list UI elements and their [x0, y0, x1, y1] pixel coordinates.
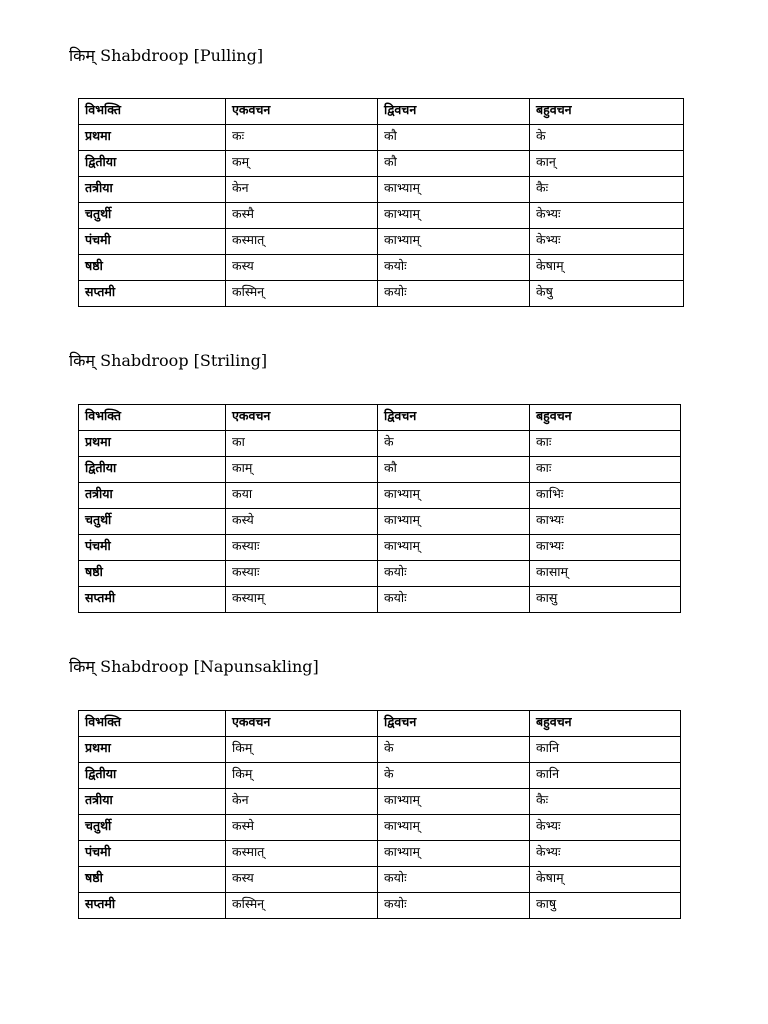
table-row [79, 151, 684, 177]
form-cell: का [226, 431, 378, 457]
form-cell: कम् [226, 151, 378, 177]
table-row [79, 255, 684, 281]
heading-word: किम् [69, 657, 96, 676]
form-cell: कस्मै [226, 203, 378, 229]
form-cell: कयोः [378, 255, 530, 281]
table-row [79, 867, 681, 893]
form-cell: केभ्यः [530, 203, 684, 229]
case-name-cell: चतुर्थी [79, 509, 226, 535]
declension-table-striling [78, 404, 681, 613]
form-cell: केषु [530, 281, 684, 307]
form-cell: केभ्यः [530, 841, 681, 867]
form-cell: कस्मिन् [226, 893, 378, 919]
case-name-cell: सप्तमी [79, 893, 226, 919]
case-name-cell: प्रथमा [79, 737, 226, 763]
column-header: बहुवचन [530, 99, 684, 125]
form-cell: कयोः [378, 867, 530, 893]
form-cell: काभ्यः [530, 509, 681, 535]
form-cell: केभ्यः [530, 229, 684, 255]
table-row [79, 509, 681, 535]
form-cell: काभ्याम् [378, 841, 530, 867]
case-name-cell: तत्रीया [79, 789, 226, 815]
table-row [79, 125, 684, 151]
form-cell: केभ्यः [530, 815, 681, 841]
case-name-cell: द्वितीया [79, 151, 226, 177]
form-cell: कैः [530, 789, 681, 815]
form-cell: काभ्याम् [378, 229, 530, 255]
table-row [79, 177, 684, 203]
form-cell: काः [530, 457, 681, 483]
form-cell: काभ्याम् [378, 535, 530, 561]
case-name-cell: पंचमी [79, 535, 226, 561]
form-cell: कस्मे [226, 815, 378, 841]
form-cell: कानि [530, 763, 681, 789]
form-cell: कयोः [378, 893, 530, 919]
form-cell: काभिः [530, 483, 681, 509]
column-header: एकवचन [226, 711, 378, 737]
form-cell: कासाम् [530, 561, 681, 587]
table-row [79, 587, 681, 613]
form-cell: काभ्याम् [378, 483, 530, 509]
case-name-cell: षष्ठी [79, 255, 226, 281]
section-heading-napunsakling [69, 656, 319, 678]
form-cell: काभ्यः [530, 535, 681, 561]
column-header: विभक्ति [79, 99, 226, 125]
heading-word: किम् [69, 46, 96, 65]
form-cell: कस्याः [226, 535, 378, 561]
table-row [79, 815, 681, 841]
case-name-cell: द्वितीया [79, 763, 226, 789]
form-cell: कः [226, 125, 378, 151]
form-cell: काभ्याम् [378, 509, 530, 535]
form-cell: कानि [530, 737, 681, 763]
form-cell: कैः [530, 177, 684, 203]
header-row [79, 711, 681, 737]
table-row [79, 229, 684, 255]
form-cell: काम् [226, 457, 378, 483]
form-cell: के [530, 125, 684, 151]
heading-title: Shabdroop [Napunsakling] [100, 657, 319, 676]
declension-table-napunsakling [78, 710, 681, 919]
form-cell: कस्मिन् [226, 281, 378, 307]
case-name-cell: प्रथमा [79, 125, 226, 151]
table-row [79, 457, 681, 483]
column-header: एकवचन [226, 99, 378, 125]
table-row [79, 535, 681, 561]
column-header: विभक्ति [79, 711, 226, 737]
case-name-cell: तत्रीया [79, 177, 226, 203]
form-cell: काः [530, 431, 681, 457]
form-cell: कौ [378, 457, 530, 483]
case-name-cell: सप्तमी [79, 587, 226, 613]
table-row [79, 737, 681, 763]
heading-title: Shabdroop [Pulling] [100, 46, 264, 65]
column-header: बहुवचन [530, 711, 681, 737]
form-cell: किम् [226, 737, 378, 763]
section-heading-pulling [69, 45, 263, 67]
column-header: द्विवचन [378, 405, 530, 431]
form-cell: कासु [530, 587, 681, 613]
declension-table-pulling [78, 98, 684, 307]
column-header: एकवचन [226, 405, 378, 431]
form-cell: किम् [226, 763, 378, 789]
case-name-cell: सप्तमी [79, 281, 226, 307]
table-row [79, 203, 684, 229]
column-header: द्विवचन [378, 711, 530, 737]
form-cell: केन [226, 177, 378, 203]
form-cell: काभ्याम् [378, 203, 530, 229]
form-cell: कौ [378, 125, 530, 151]
form-cell: कस्याम् [226, 587, 378, 613]
table-row [79, 281, 684, 307]
form-cell: कयोः [378, 281, 530, 307]
column-header: द्विवचन [378, 99, 530, 125]
form-cell: के [378, 431, 530, 457]
form-cell: के [378, 737, 530, 763]
form-cell: कान् [530, 151, 684, 177]
form-cell: कयोः [378, 587, 530, 613]
table-row [79, 483, 681, 509]
form-cell: कस्ये [226, 509, 378, 535]
form-cell: काभ्याम् [378, 789, 530, 815]
case-name-cell: पंचमी [79, 229, 226, 255]
case-name-cell: तत्रीया [79, 483, 226, 509]
heading-title: Shabdroop [Striling] [100, 351, 268, 370]
case-name-cell: षष्ठी [79, 867, 226, 893]
case-name-cell: द्वितीया [79, 457, 226, 483]
form-cell: काषु [530, 893, 681, 919]
case-name-cell: प्रथमा [79, 431, 226, 457]
form-cell: कस्य [226, 255, 378, 281]
case-name-cell: चतुर्थी [79, 815, 226, 841]
form-cell: कस्याः [226, 561, 378, 587]
table-row [79, 431, 681, 457]
table-row [79, 561, 681, 587]
form-cell: काभ्याम् [378, 177, 530, 203]
form-cell: कया [226, 483, 378, 509]
form-cell: के [378, 763, 530, 789]
table-row [79, 893, 681, 919]
column-header: बहुवचन [530, 405, 681, 431]
table-row [79, 841, 681, 867]
case-name-cell: पंचमी [79, 841, 226, 867]
table-row [79, 789, 681, 815]
heading-word: किम् [69, 351, 96, 370]
form-cell: कयोः [378, 561, 530, 587]
header-row [79, 405, 681, 431]
form-cell: काभ्याम् [378, 815, 530, 841]
form-cell: कस्य [226, 867, 378, 893]
section-heading-striling [69, 350, 267, 372]
header-row [79, 99, 684, 125]
table-row [79, 763, 681, 789]
form-cell: केषाम् [530, 255, 684, 281]
case-name-cell: चतुर्थी [79, 203, 226, 229]
form-cell: कस्मात् [226, 841, 378, 867]
form-cell: केन [226, 789, 378, 815]
column-header: विभक्ति [79, 405, 226, 431]
form-cell: कस्मात् [226, 229, 378, 255]
form-cell: केषाम् [530, 867, 681, 893]
case-name-cell: षष्ठी [79, 561, 226, 587]
form-cell: कौ [378, 151, 530, 177]
